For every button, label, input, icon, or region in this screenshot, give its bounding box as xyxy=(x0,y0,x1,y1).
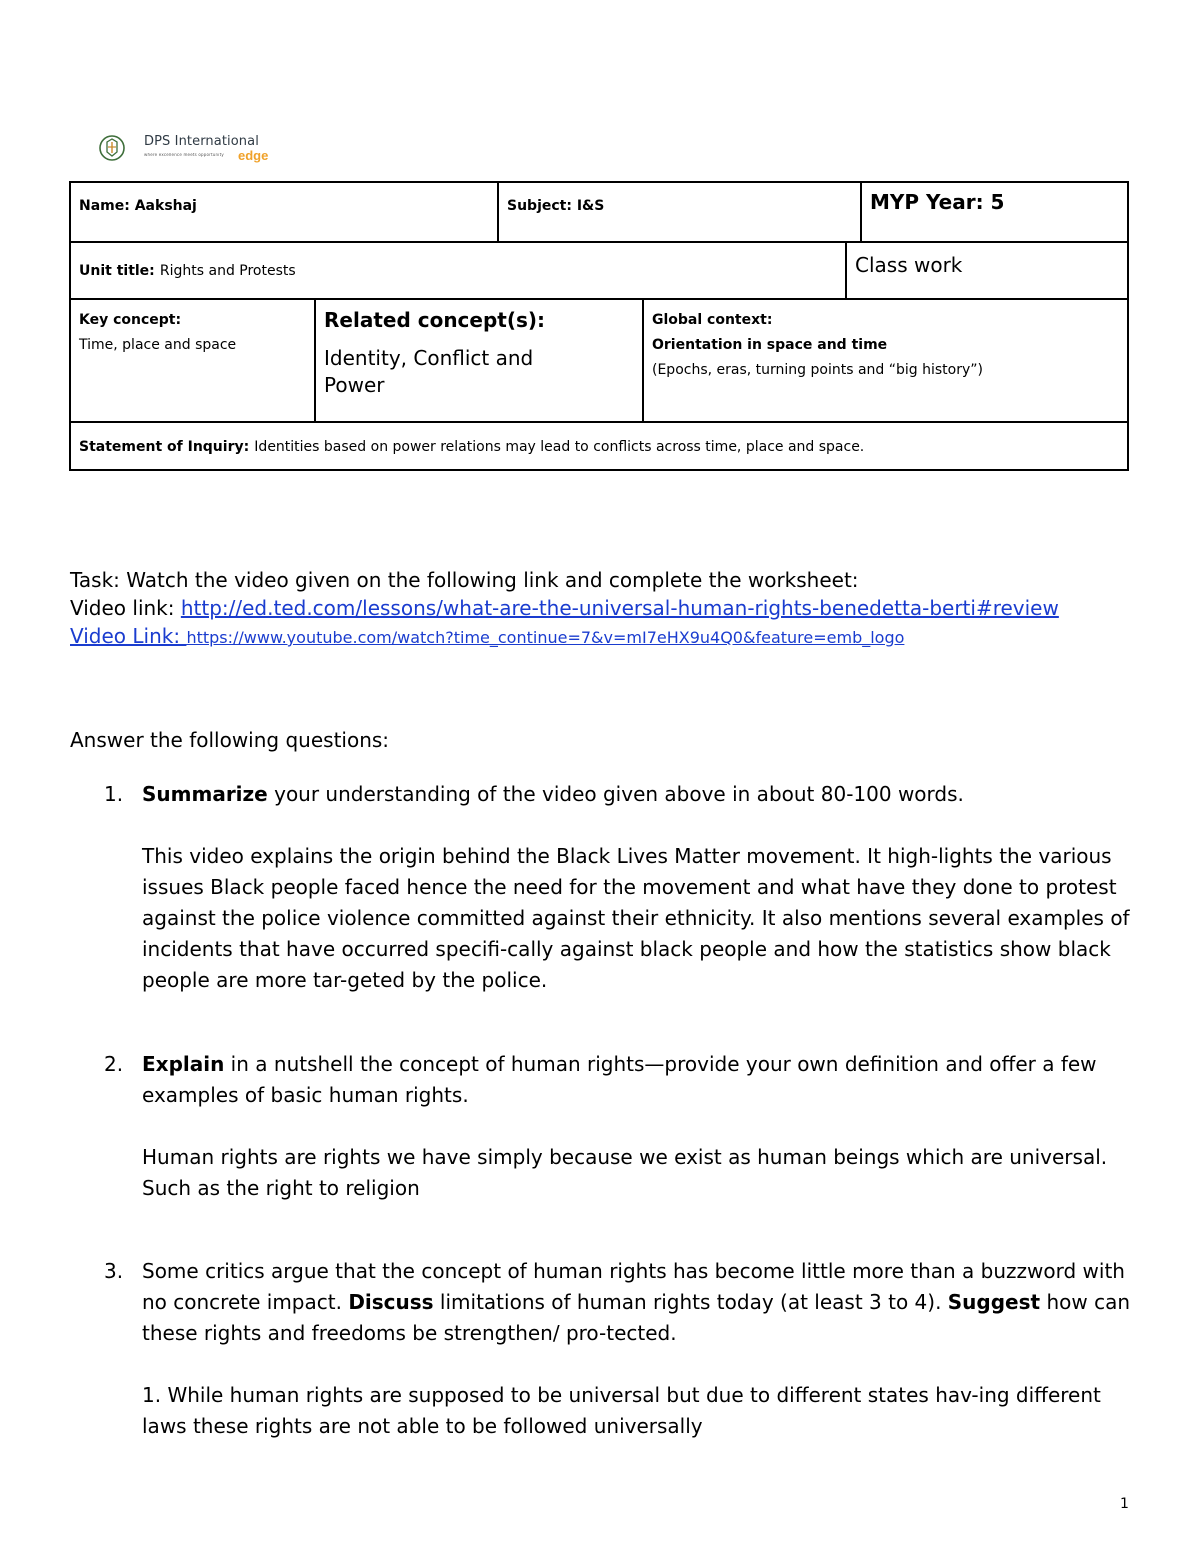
edge-wordmark: edge xyxy=(238,147,269,163)
school-logo xyxy=(98,134,268,162)
question-text-a: Some critics argue that the concept of human rights has become little more than a buzzword with no concrete impact. xyxy=(142,1259,1125,1314)
header-row-1 xyxy=(69,181,1129,243)
related-concepts-cell xyxy=(314,300,642,421)
question-text: your understanding of the video given above in about 80-100 words. xyxy=(267,782,964,806)
answer-2: Human rights are rights we have simply because we exist as human beings which are universal. Such as the right to religion xyxy=(142,1145,1108,1200)
ted-video-link[interactable]: http://ed.ted.com/lessons/what-are-the-universal-human-rights-benedetta-berti#review xyxy=(180,596,1059,620)
key-concept-label: Key concept: xyxy=(79,312,182,328)
subject: Subject: I&S xyxy=(507,198,605,214)
question-text-c: how can these rights and freedoms be strengthen/ pro-tected. xyxy=(142,1290,1131,1345)
video-link-label-1: Video link: xyxy=(70,596,181,620)
school-emblem-icon xyxy=(98,134,126,162)
related-concepts-value: Identity, Conflict and Power xyxy=(324,346,534,397)
name-cell xyxy=(71,183,497,241)
header-row-4 xyxy=(69,423,1129,471)
question-1 xyxy=(104,779,1134,996)
student-name: Name: Aakshaj xyxy=(79,198,197,214)
myp-year-cell xyxy=(860,183,1127,241)
question-text: in a nutshell the concept of human rights—provide your own definition and offer a few examples of basic human rights. xyxy=(142,1052,1097,1107)
global-context-note: (Epochs, eras, turning points and “big history”) xyxy=(652,362,983,378)
task-text: Task: Watch the video given on the following link and complete the worksheet: xyxy=(70,568,859,592)
answer-1: This video explains the origin behind the Black Lives Matter movement. It high-lights the various issues Black people faced hence the need for the movement and what have they done to protest against the police violence committed against their ethnicity. It also mentions several examples of incidents that have occurred specifi-cally against black people and how the statistics show black people are more tar-geted by the police. xyxy=(142,844,1130,992)
video-link-label-2: Video Link: xyxy=(70,624,187,648)
question-verb-discuss: Discuss xyxy=(348,1290,434,1314)
page-number: 1 xyxy=(1120,1496,1129,1512)
question-number: 1. xyxy=(104,782,124,806)
subject-cell xyxy=(497,183,860,241)
global-context-value: Orientation in space and time xyxy=(652,337,888,353)
question-number: 3. xyxy=(104,1259,124,1283)
global-context-cell xyxy=(642,300,1127,421)
unit-title-value: Rights and Protests xyxy=(159,263,296,279)
key-concept-cell xyxy=(71,300,314,421)
statement-of-inquiry-cell xyxy=(71,423,1127,469)
school-tagline: where excellence meets opportunity xyxy=(144,153,224,157)
answer-heading: Answer the following questions: xyxy=(70,728,390,752)
unit-title-cell xyxy=(71,243,845,298)
soi-value: Identities based on power relations may lead to conflicts across time, place and space. xyxy=(254,439,865,455)
class-work: Class work xyxy=(855,253,963,277)
answer-3: 1. While human rights are supposed to be universal but due to different states hav-ing different laws these rights are not able to be followed universally xyxy=(142,1383,1101,1438)
question-2 xyxy=(104,1049,1134,1204)
question-verb-suggest: Suggest xyxy=(947,1290,1041,1314)
related-concepts-label: Related concept(s): xyxy=(324,308,546,332)
header-table xyxy=(69,181,1129,471)
class-work-cell xyxy=(845,243,1127,298)
myp-year: MYP Year: 5 xyxy=(870,190,1005,214)
global-context-label: Global context: xyxy=(652,312,773,328)
question-number: 2. xyxy=(104,1052,124,1076)
unit-title-label: Unit title: xyxy=(79,263,155,279)
header-row-3 xyxy=(69,300,1129,423)
task-section xyxy=(70,566,1130,652)
question-text-b: limitations of human rights today (at least 3 to 4). xyxy=(433,1290,948,1314)
key-concept-value: Time, place and space xyxy=(79,337,237,353)
school-name: DPS International xyxy=(144,133,259,149)
soi-label: Statement of Inquiry: xyxy=(79,439,250,455)
question-3 xyxy=(104,1256,1134,1442)
question-verb: Explain xyxy=(142,1052,225,1076)
youtube-video-link[interactable]: https://www.youtube.com/watch?time_continue=7&v=mI7eHX9u4Q0&feature=emb_logo xyxy=(186,628,905,647)
question-verb: Summarize xyxy=(142,782,268,806)
header-row-2 xyxy=(69,243,1129,300)
